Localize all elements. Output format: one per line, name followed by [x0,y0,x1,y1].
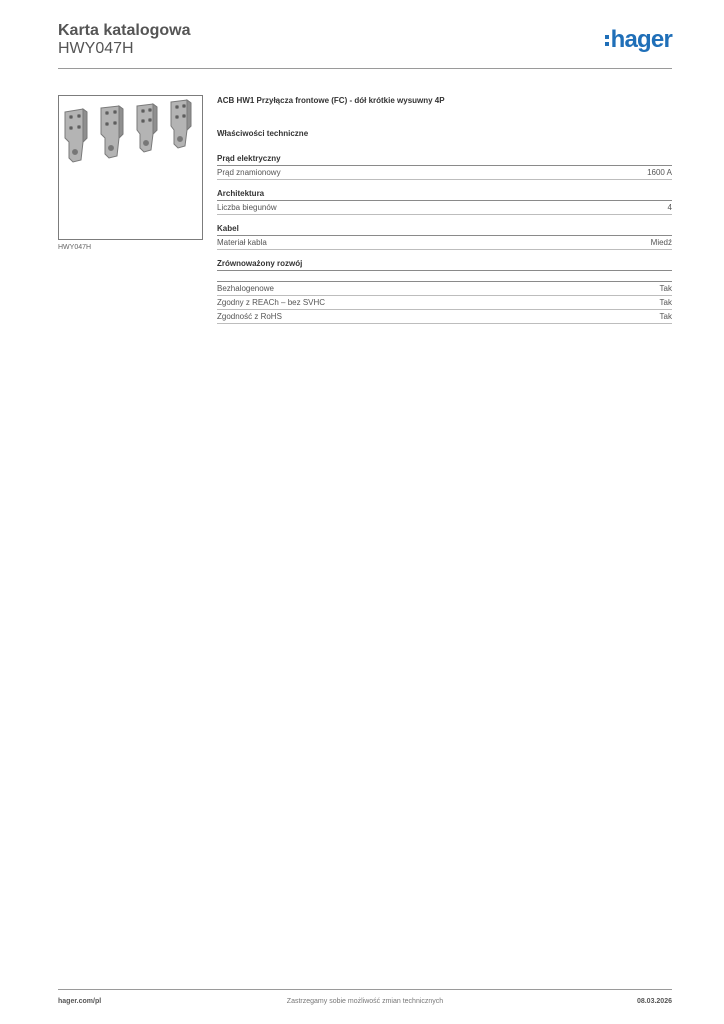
hager-logo-icon [605,35,609,46]
terminal-plate-icon [101,106,123,158]
property-label: Bezhalogenowe [217,284,274,293]
footer-divider [58,989,672,990]
property-group-sustainability [217,258,672,324]
property-label: Zgodny z REACh – bez SVHC [217,298,326,307]
property-row [217,236,672,250]
logo-text: hager [610,26,672,53]
property-group-cable [217,223,672,250]
product-details [217,96,672,332]
property-value: 4 [667,203,672,212]
page-header [58,20,672,68]
terminal-plate-icon [171,100,191,148]
document-title: Karta katalogowa [58,22,191,39]
property-value: Miedź [650,238,672,247]
property-group-electric-current [217,153,672,180]
terminal-plate-icon [65,109,87,162]
footer-website-link[interactable]: hager.com/pl [58,998,102,1005]
property-value: Tak [659,312,672,321]
property-row [217,201,672,215]
product-code: HWY047H [58,40,134,57]
property-label: Liczba biegunów [217,203,277,212]
property-label: Prąd znamionowy [217,168,281,177]
footer-disclaimer: Zastrzegamy sobie możliwość zmian technicznych [286,998,444,1005]
product-image [58,95,203,240]
property-row [217,281,672,296]
group-title: Kabel [217,223,672,236]
group-title: Architektura [217,188,672,201]
group-title: Zrównoważony rozwój [217,258,672,271]
image-caption: HWY047H [58,244,92,251]
property-group-architecture [217,188,672,215]
property-label: Materiał kabla [217,238,267,247]
page-footer [58,998,672,1010]
group-title: Prąd elektryczny [217,153,672,166]
property-value: Tak [659,298,672,307]
property-value: 1600 A [647,168,672,177]
property-row [217,310,672,324]
property-row [217,166,672,180]
product-title: ACB HW1 Przyłącza frontowe (FC) - dół krótkie wysuwny 4P [217,96,445,105]
hager-logo [605,28,672,52]
footer-date: 08.03.2026 [636,998,672,1005]
terminal-plate-icon [137,104,157,152]
property-value: Tak [659,284,672,293]
property-label: Zgodność z RoHS [217,312,282,321]
tech-properties-heading: Właściwości techniczne [217,129,309,138]
header-divider [58,68,672,69]
terminal-plates-illustration [59,96,202,239]
property-row [217,296,672,310]
